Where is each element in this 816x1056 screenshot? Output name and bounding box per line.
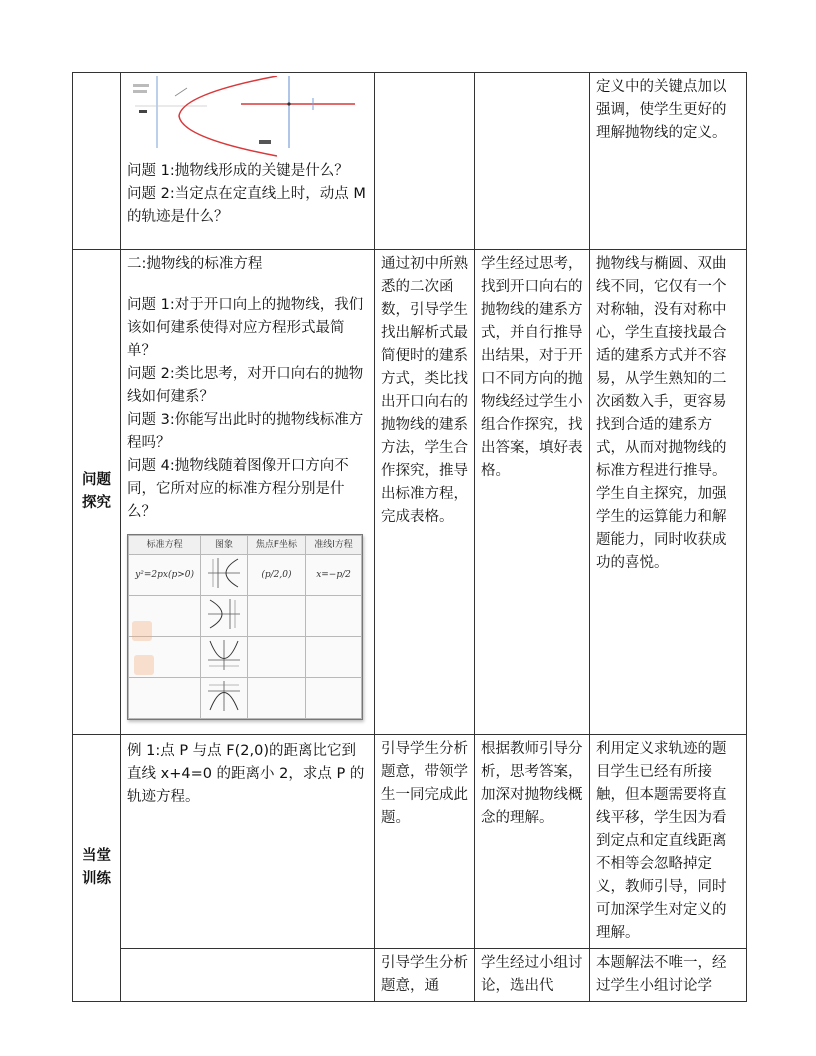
student-activity-cell [475,73,590,250]
column-header: 标准方程 [129,536,201,555]
table-row [73,250,747,735]
design-intent-cell: 定义中的关键点加以强调，使学生更好的理解抛物线的定义。 [590,73,747,250]
parabola-left-graph [206,597,242,631]
table-row [73,949,747,1002]
stage-cell [73,73,121,250]
parabola-graph-image [127,76,367,160]
graph-cell [201,596,248,637]
directrix-cell [306,596,362,637]
stamp-mark [134,655,154,675]
content-cell [121,949,375,1002]
equation-cell: y²=2px(p>0) [129,555,201,596]
question-4: 问题 4:抛物线随着图像开口方向不同，它所对应的标准方程分别是什么？ [127,458,349,520]
question-1: 问题 1:对于开口向上的抛物线，我们该如何建系使得对应方程形式最简单？ [127,297,364,359]
parabola-up-graph [206,638,242,672]
graph-cell [201,678,248,719]
column-header: 焦点F坐标 [247,536,305,555]
parabola-down-graph [206,679,242,713]
parabola-right-graph [206,556,242,590]
student-activity-cell: 根据教师引导分析，思考答案，加深对抛物线概念的理解。 [475,735,590,949]
teacher-activity-cell: 通过初中所熟悉的二次函数，引导学生找出解析式最简便时的建系方式，类比找出开口向右的抛物线的建系方法，学生合作探究，推导出标准方程，完成表格。 [375,250,475,735]
table-row [73,735,747,949]
design-intent-cell: 本题解法不唯一，经过学生小组讨论学 [590,949,747,1002]
column-header: 图象 [201,536,248,555]
example-1: 例 1:点 P 与点 F(2,0)的距离比它到直线 x+4=0 的距离小 2，求点 P 的轨迹方程。 [127,743,365,805]
focus-cell [247,637,305,678]
question-2: 问题 2:类比思考，对开口向右的抛物线如何建系？ [127,366,364,405]
stage-cell: 问题探究 [73,250,121,735]
lesson-plan-table [72,72,747,1002]
standard-equation-table [127,534,363,720]
focus-cell: (p/2,0) [247,555,305,596]
question-3: 问题 3:你能写出此时的抛物线标准方程吗？ [127,412,364,451]
student-activity-cell: 学生经过思考，找到开口向右的抛物线的建系方式，并自行推导出结果，对于开口不同方向的抛物线经过学生小组合作探究，找出答案，填好表格。 [475,250,590,735]
stamp-mark [132,621,152,641]
section-heading: 二:抛物线的标准方程 [127,256,263,272]
design-intent-cell: 抛物线与椭圆、双曲线不同，它仅有一个对称轴，没有对称中心，学生直接找最合适的建系方式并不容易，从学生熟知的二次函数入手，更容易找到合适的建系方式，从而对抛物线的标准方程进行推导。学生自主探究，加强学生的运算能力和解题能力，同时收获成功的喜悦。 [590,250,747,735]
graph-cell [201,637,248,678]
student-activity-cell: 学生经过小组讨论，选出代 [475,949,590,1002]
stage-cell: 当堂训练 [73,735,121,1002]
content-cell [121,735,375,949]
content-cell [121,73,375,250]
column-header: 准线l方程 [306,536,362,555]
question-1: 问题 1:抛物线形成的关键是什么？ [127,163,349,179]
directrix-cell: x=−p/2 [306,555,362,596]
focus-cell [247,596,305,637]
directrix-cell [306,637,362,678]
teacher-activity-cell [375,73,475,250]
focus-cell [247,678,305,719]
teacher-activity-cell: 引导学生分析题意，通 [375,949,475,1002]
question-2: 问题 2:当定点在定直线上时，动点 M 的轨迹是什么？ [127,186,366,225]
directrix-cell [306,678,362,719]
parabola-figure [127,76,368,160]
content-cell [121,250,375,735]
table-row [73,73,747,250]
design-intent-cell: 利用定义求轨迹的题目学生已经有所接触，但本题需要将直线平移，学生因为看到定点和定直线距离不相等会忽略掉定义，教师引导，同时可加深学生对定义的理解。 [590,735,747,949]
equation-cell [129,678,201,719]
graph-cell [201,555,248,596]
teacher-activity-cell: 引导学生分析题意，带领学生一同完成此题。 [375,735,475,949]
